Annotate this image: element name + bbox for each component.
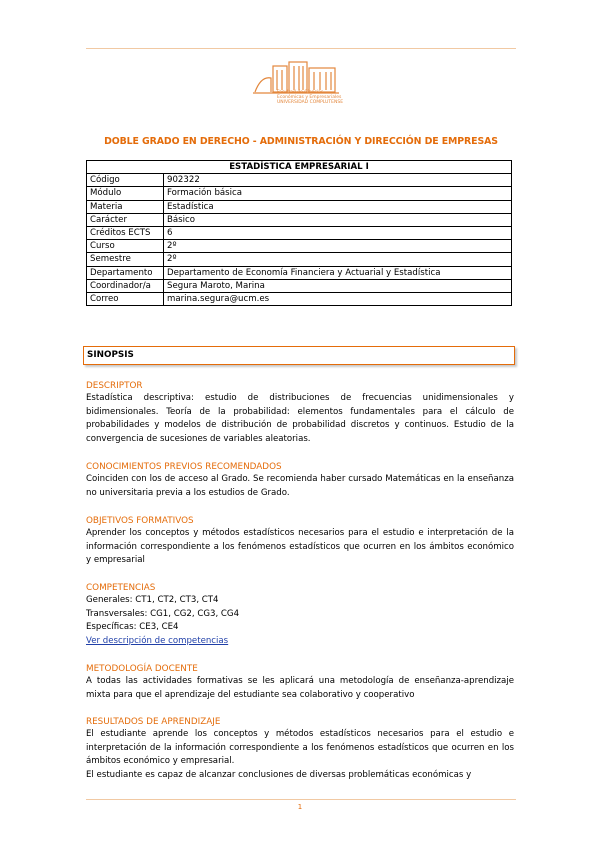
table-row: [87, 293, 512, 306]
competencias-link[interactable]: Ver descripción de competencias: [86, 635, 229, 646]
row-value: Básico: [164, 213, 512, 226]
row-key: Código: [87, 174, 164, 187]
row-value: Formación básica: [164, 187, 512, 200]
table-row: [87, 279, 512, 292]
row-value: marina.segura@ucm.es: [164, 293, 512, 306]
section-text: Estadística descriptiva: estudio de distribuciones de frecuencias unidimensionales y bidimensionales. Teoría de la probabilidad: elementos fundamentales para el cálculo de probabilidades y modelos de distribución de probabilidad discretos y continuos. Estudio de la convergencia de sucesiones de variables aleatorias.: [86, 393, 514, 444]
footer-rule: [86, 799, 516, 800]
row-value: 2º: [164, 240, 512, 253]
row-value: 6: [164, 227, 512, 240]
section-text: El estudiante aprende los conceptos y métodos estadísticos necesarios para el estudio e interpretación de la información correspondiente a los fenómenos estadísticos que ocurren en los ámbitos económico y empresarial.: [86, 729, 514, 767]
table-row: [87, 187, 512, 200]
section-text: Coinciden con los de acceso al Grado. Se recomienda haber cursado Matemáticas en la enseñanza no universitaria previa a los estudios de Grado.: [86, 474, 514, 498]
table-header-row: [87, 161, 512, 174]
table-row: [87, 266, 512, 279]
section-text: El estudiante es capaz de alcanzar conclusiones de diversas problemáticas económicas y: [86, 769, 472, 780]
row-key: Departamento: [87, 266, 164, 279]
course-info-table: [86, 160, 512, 306]
table-row: [87, 200, 512, 213]
competencias-section: [86, 582, 514, 648]
row-value: Estadística: [164, 200, 512, 213]
course-title: ESTADÍSTICA EMPRESARIAL I: [87, 161, 512, 174]
metodologia-section: [86, 663, 514, 702]
page-number: 1: [297, 803, 303, 811]
row-key: Curso: [87, 240, 164, 253]
sinopsis-label: SINOPSIS: [87, 350, 134, 360]
header-rule: [86, 48, 516, 49]
degree-title: DOBLE GRADO EN DERECHO - ADMINISTRACIÓN Y DIRECCIÓN DE EMPRESAS: [104, 136, 498, 147]
logo-text-line: UNIVERSIDAD COMPLUTENSE: [277, 100, 344, 105]
section-heading: RESULTADOS DE APRENDIZAJE: [86, 717, 221, 727]
row-key: Créditos ECTS: [87, 227, 164, 240]
sinopsis-box: [83, 346, 515, 365]
competencias-transversales: Transversales: CG1, CG2, CG3, CG4: [86, 608, 240, 619]
table-row: [87, 174, 512, 187]
row-value: Segura Maroto, Marina: [164, 279, 512, 292]
row-key: Carácter: [87, 213, 164, 226]
resultados-section: [86, 716, 514, 782]
section-text: Aprender los conceptos y métodos estadísticos necesarios para el estudio e interpretación de la información correspondiente a los fenómenos estadísticos que ocurren en los ámbitos económico y empresarial: [86, 528, 514, 566]
row-key: Materia: [87, 200, 164, 213]
section-heading: DESCRIPTOR: [86, 381, 143, 391]
logo-text: [277, 90, 347, 105]
section-heading: OBJETIVOS FORMATIVOS: [86, 516, 194, 526]
section-heading: METODOLOGÍA DOCENTE: [86, 664, 198, 674]
row-value: 902322: [164, 174, 512, 187]
row-key: Coordinador/a: [87, 279, 164, 292]
logo-text-line: Económicas y Empresariales: [277, 95, 342, 100]
section-text: A todas las actividades formativas se les aplicará una metodología de enseñanza-aprendizaje mixta para que el aprendizaje del estudiante sea colaborativo y cooperativo: [86, 676, 514, 700]
conocimientos-section: [86, 461, 514, 500]
row-key: Correo: [87, 293, 164, 306]
competencias-especificas: Específicas: CE3, CE4: [86, 622, 179, 633]
table-row: [87, 240, 512, 253]
logo-text-line: Facultad de Ciencias: [277, 90, 324, 95]
section-heading: COMPETENCIAS: [86, 583, 156, 593]
objetivos-section: [86, 515, 514, 568]
descriptor-section: [86, 380, 514, 446]
row-key: Semestre: [87, 253, 164, 266]
table-row: [87, 253, 512, 266]
competencias-generales: Generales: CT1, CT2, CT3, CT4: [86, 595, 219, 605]
table-row: [87, 227, 512, 240]
table-row: [87, 213, 512, 226]
row-key: Módulo: [87, 187, 164, 200]
section-heading: CONOCIMIENTOS PREVIOS RECOMENDADOS: [86, 462, 282, 472]
row-value: Departamento de Economía Financiera y Actuarial y Estadística: [164, 266, 512, 279]
row-value: 2º: [164, 253, 512, 266]
